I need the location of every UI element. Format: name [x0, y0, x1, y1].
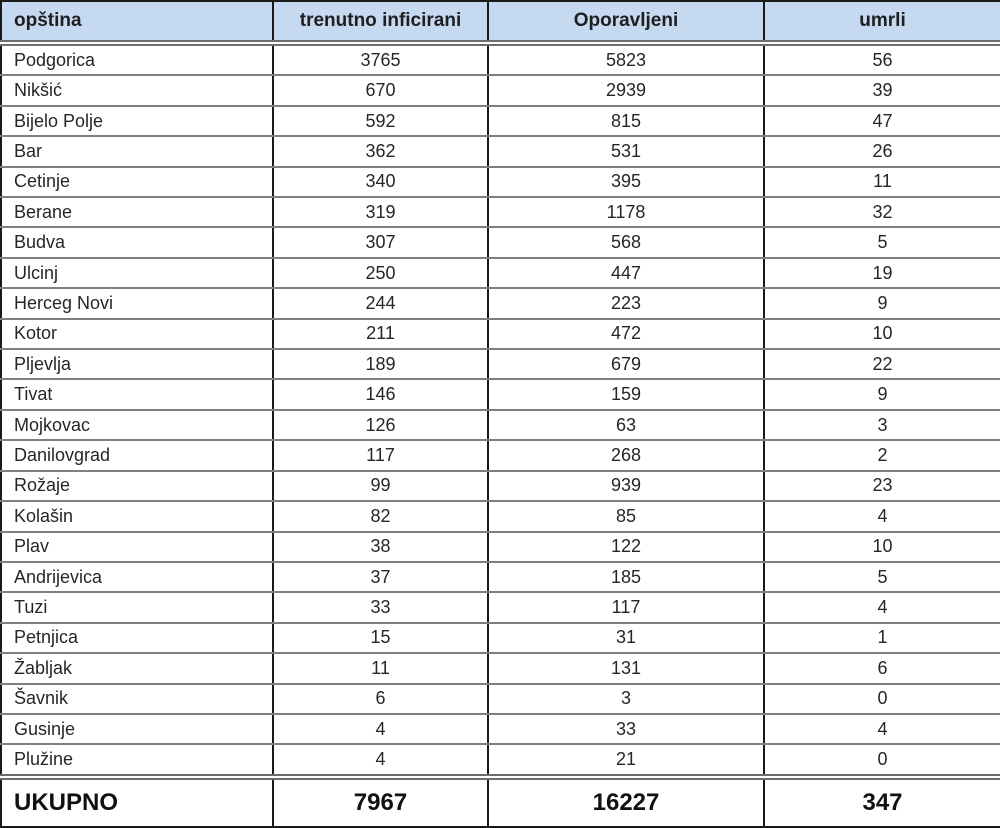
table-row	[1, 167, 1000, 197]
municipality-name: Žabljak	[1, 653, 273, 683]
currently-infected-value: 126	[273, 410, 488, 440]
deaths-value: 6	[764, 653, 1000, 683]
deaths-value: 26	[764, 136, 1000, 166]
total-deaths: 347	[764, 777, 1000, 827]
currently-infected-value: 250	[273, 258, 488, 288]
table-header	[1, 1, 1000, 43]
table-row	[1, 379, 1000, 409]
deaths-value: 4	[764, 501, 1000, 531]
municipality-name: Tuzi	[1, 592, 273, 622]
column-header-recovered: Oporavljeni	[488, 1, 764, 43]
recovered-value: 568	[488, 227, 764, 257]
municipality-name: Pljevlja	[1, 349, 273, 379]
recovered-value: 117	[488, 592, 764, 622]
municipality-name: Nikšić	[1, 75, 273, 105]
municipality-name: Herceg Novi	[1, 288, 273, 318]
table-row	[1, 623, 1000, 653]
recovered-value: 3	[488, 684, 764, 714]
table-row	[1, 288, 1000, 318]
currently-infected-value: 15	[273, 623, 488, 653]
table-row	[1, 653, 1000, 683]
recovered-value: 122	[488, 532, 764, 562]
currently-infected-value: 82	[273, 501, 488, 531]
municipality-name: Mojkovac	[1, 410, 273, 440]
recovered-value: 185	[488, 562, 764, 592]
total-label: UKUPNO	[1, 777, 273, 827]
table-row	[1, 43, 1000, 75]
municipality-name: Danilovgrad	[1, 440, 273, 470]
total-currently-infected: 7967	[273, 777, 488, 827]
table-row	[1, 532, 1000, 562]
deaths-value: 47	[764, 106, 1000, 136]
currently-infected-value: 146	[273, 379, 488, 409]
recovered-value: 85	[488, 501, 764, 531]
table-row	[1, 684, 1000, 714]
table-row	[1, 319, 1000, 349]
deaths-value: 32	[764, 197, 1000, 227]
deaths-value: 9	[764, 288, 1000, 318]
recovered-value: 21	[488, 744, 764, 777]
recovered-value: 679	[488, 349, 764, 379]
recovered-value: 159	[488, 379, 764, 409]
table-row	[1, 106, 1000, 136]
currently-infected-value: 4	[273, 744, 488, 777]
total-recovered: 16227	[488, 777, 764, 827]
currently-infected-value: 211	[273, 319, 488, 349]
recovered-value: 131	[488, 653, 764, 683]
deaths-value: 11	[764, 167, 1000, 197]
table-row	[1, 471, 1000, 501]
deaths-value: 4	[764, 714, 1000, 744]
deaths-value: 39	[764, 75, 1000, 105]
table-row	[1, 75, 1000, 105]
municipality-name: Kolašin	[1, 501, 273, 531]
table-row	[1, 349, 1000, 379]
municipality-name: Ulcinj	[1, 258, 273, 288]
table-row	[1, 136, 1000, 166]
municipality-name: Bijelo Polje	[1, 106, 273, 136]
recovered-value: 447	[488, 258, 764, 288]
deaths-value: 9	[764, 379, 1000, 409]
recovered-value: 268	[488, 440, 764, 470]
currently-infected-value: 319	[273, 197, 488, 227]
recovered-value: 472	[488, 319, 764, 349]
deaths-value: 4	[764, 592, 1000, 622]
table-row	[1, 197, 1000, 227]
deaths-value: 5	[764, 562, 1000, 592]
deaths-value: 23	[764, 471, 1000, 501]
deaths-value: 3	[764, 410, 1000, 440]
deaths-value: 2	[764, 440, 1000, 470]
total-row	[1, 777, 1000, 827]
recovered-value: 63	[488, 410, 764, 440]
table-body	[1, 43, 1000, 777]
deaths-value: 56	[764, 43, 1000, 75]
municipality-name: Andrijevica	[1, 562, 273, 592]
recovered-value: 939	[488, 471, 764, 501]
header-row	[1, 1, 1000, 43]
table-row	[1, 501, 1000, 531]
municipality-name: Petnjica	[1, 623, 273, 653]
deaths-value: 1	[764, 623, 1000, 653]
currently-infected-value: 99	[273, 471, 488, 501]
currently-infected-value: 37	[273, 562, 488, 592]
currently-infected-value: 670	[273, 75, 488, 105]
deaths-value: 10	[764, 319, 1000, 349]
table-row	[1, 744, 1000, 777]
table-footer	[1, 777, 1000, 827]
currently-infected-value: 362	[273, 136, 488, 166]
column-header-deaths: umrli	[764, 1, 1000, 43]
municipality-name: Podgorica	[1, 43, 273, 75]
table-row	[1, 592, 1000, 622]
recovered-value: 33	[488, 714, 764, 744]
municipality-name: Gusinje	[1, 714, 273, 744]
currently-infected-value: 592	[273, 106, 488, 136]
municipality-name: Budva	[1, 227, 273, 257]
deaths-value: 10	[764, 532, 1000, 562]
column-header-currently-infected: trenutno inficirani	[273, 1, 488, 43]
currently-infected-value: 340	[273, 167, 488, 197]
deaths-value: 19	[764, 258, 1000, 288]
municipality-name: Berane	[1, 197, 273, 227]
municipality-name: Plav	[1, 532, 273, 562]
municipality-name: Bar	[1, 136, 273, 166]
municipality-name: Kotor	[1, 319, 273, 349]
currently-infected-value: 4	[273, 714, 488, 744]
municipality-name: Plužine	[14, 749, 74, 770]
deaths-value: 22	[764, 349, 1000, 379]
recovered-value: 2939	[488, 75, 764, 105]
column-header-opstina: opština	[1, 1, 273, 43]
recovered-value: 31	[488, 623, 764, 653]
table-row	[1, 258, 1000, 288]
deaths-value: 5	[764, 227, 1000, 257]
currently-infected-value: 11	[273, 653, 488, 683]
municipality-name: Tivat	[1, 379, 273, 409]
recovered-value: 815	[488, 106, 764, 136]
currently-infected-value: 117	[273, 440, 488, 470]
table-row	[1, 714, 1000, 744]
table-row	[1, 562, 1000, 592]
currently-infected-value: 3765	[273, 43, 488, 75]
deaths-value: 0	[764, 744, 1000, 777]
recovered-value: 531	[488, 136, 764, 166]
table-row	[1, 410, 1000, 440]
deaths-value: 0	[764, 684, 1000, 714]
table-row	[1, 440, 1000, 470]
municipality-name: Rožaje	[1, 471, 273, 501]
recovered-value: 395	[488, 167, 764, 197]
recovered-value: 223	[488, 288, 764, 318]
table-row	[1, 227, 1000, 257]
currently-infected-value: 33	[273, 592, 488, 622]
currently-infected-value: 244	[273, 288, 488, 318]
municipality-name: Cetinje	[1, 167, 273, 197]
recovered-value: 1178	[488, 197, 764, 227]
municipality-name: Šavnik	[1, 684, 273, 714]
currently-infected-value: 189	[273, 349, 488, 379]
currently-infected-value: 307	[273, 227, 488, 257]
currently-infected-value: 38	[273, 532, 488, 562]
recovered-value: 5823	[488, 43, 764, 75]
currently-infected-value: 6	[273, 684, 488, 714]
